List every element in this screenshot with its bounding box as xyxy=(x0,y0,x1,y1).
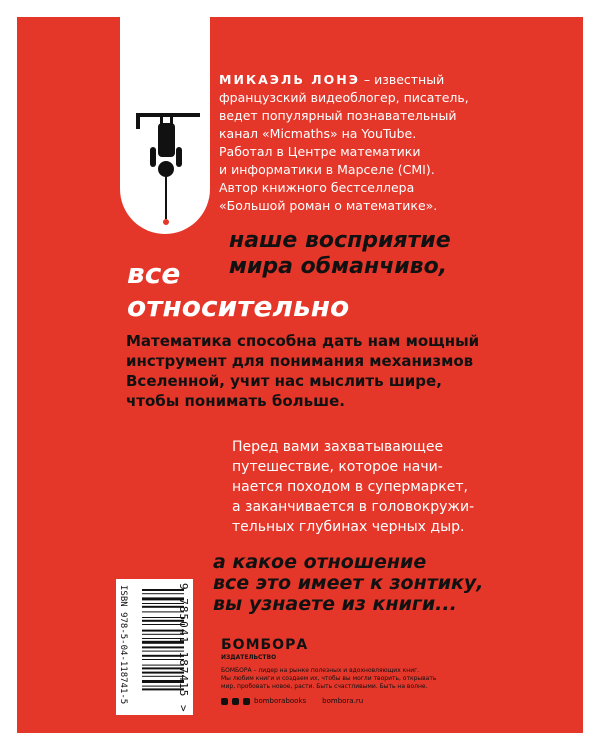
slogan-bottom xyxy=(213,552,513,615)
author-name: МИКАЭЛЬ ЛОНЭ xyxy=(219,72,360,87)
book-back-cover xyxy=(17,17,583,733)
hanging-man-illustration xyxy=(120,17,210,234)
bio-line: ведет популярный познавательный xyxy=(219,108,457,123)
bio-line: канал «Micmaths» на YouTube. xyxy=(219,126,417,141)
description-line: тельных глубинах черных дыр. xyxy=(232,519,465,535)
lead-line: Математика способна дать нам мощный xyxy=(126,332,480,350)
publisher-links xyxy=(221,697,481,705)
publisher-logo: БОМБОРА xyxy=(221,637,309,653)
vk-icon xyxy=(232,698,239,705)
illustration-strip xyxy=(120,17,210,234)
instagram-icon xyxy=(243,698,250,705)
slogan-line: а какое отношение xyxy=(213,551,427,573)
facebook-icon xyxy=(221,698,228,705)
isbn-label: ISBN 978-5-04-118741-5 xyxy=(118,585,128,705)
tagline-line: БОМБОРА – лидер на рынке полезных и вдохновляющих книг. xyxy=(221,667,420,674)
bio-line: Автор книжного бестселлера xyxy=(219,180,415,195)
description-line: а заканчивается в головокружи- xyxy=(232,499,475,515)
tagline-line: Мы любим книги и создаем их, чтобы вы могли творить, открывать xyxy=(221,675,437,682)
publisher-block xyxy=(221,638,481,705)
slogan-line: мира обманчиво, xyxy=(229,254,448,279)
description-paragraph xyxy=(232,437,552,537)
slogan-line: все xyxy=(127,257,181,290)
bio-line: – известный xyxy=(359,72,445,87)
description-line: Перед вами захватывающее xyxy=(232,439,444,455)
slogan-main xyxy=(127,257,349,323)
isbn-digits: 9 785041 187415 > xyxy=(177,583,190,713)
lead-line: чтобы понимать больше. xyxy=(126,392,345,410)
slogan-line: наше восприятие xyxy=(229,228,451,253)
description-line: нается походом в супермаркет, xyxy=(232,479,468,495)
bio-line: и информатики в Марселе (CMI). xyxy=(219,162,435,177)
publisher-subtitle: ИЗДАТЕЛЬСТВО xyxy=(221,654,277,661)
lead-line: Вселенной, учит нас мыслить шире, xyxy=(126,372,442,390)
barcode xyxy=(116,579,193,715)
slogan-line: вы узнаете из книги... xyxy=(213,593,457,615)
tagline-line: мир, пробовать новое, расти. Быть счастливыми. Быть на волне. xyxy=(221,683,428,690)
author-bio xyxy=(219,71,579,215)
publisher-tagline xyxy=(221,667,481,691)
bio-line: «Большой роман о математике». xyxy=(219,198,438,213)
lead-paragraph xyxy=(126,331,546,411)
slogan-line: все это имеет к зонтику, xyxy=(213,572,484,594)
bio-line: французский видеоблогер, писатель, xyxy=(219,90,469,105)
description-line: путешествие, которое начи- xyxy=(232,459,443,475)
lead-line: инструмент для понимания механизмов xyxy=(126,352,474,370)
slogan-line: относительно xyxy=(127,290,350,323)
publisher-website: bombora.ru xyxy=(322,697,364,705)
social-handle: bomborabooks xyxy=(254,697,307,705)
bio-line: Работал в Центре математики xyxy=(219,144,421,159)
